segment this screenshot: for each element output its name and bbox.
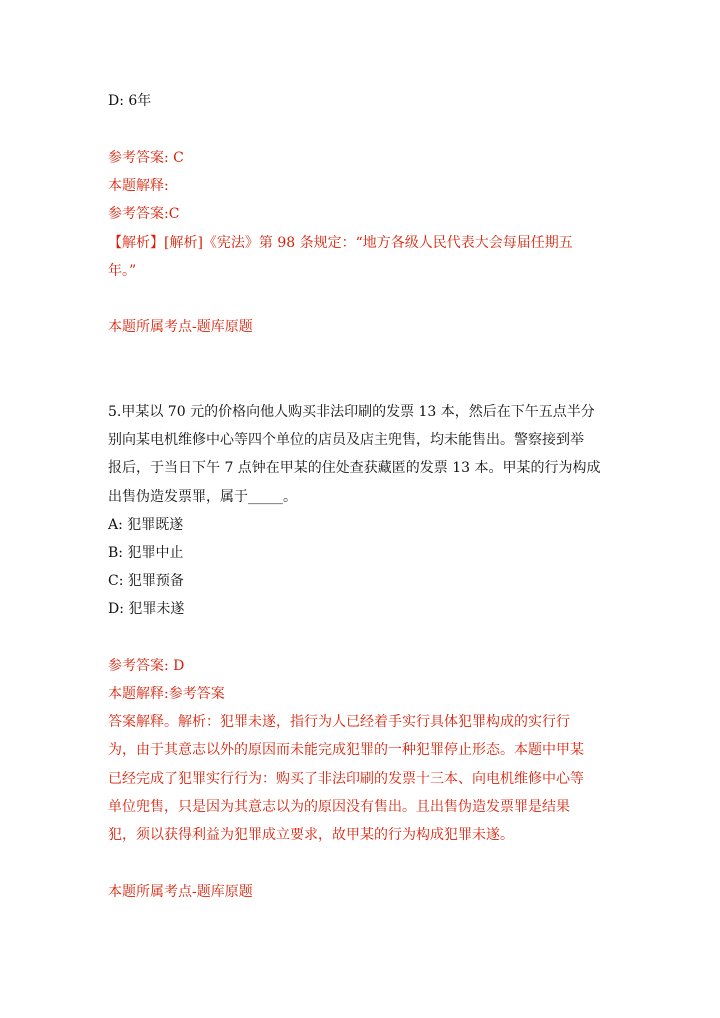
prev-explain-label: 本题解释:: [108, 178, 169, 194]
q5-explanation-line-2: 为，由于其意志以外的原因而未能完成犯罪的一种犯罪停止形态。本题中甲某: [108, 742, 584, 758]
q5-explanation-line-4: 单位兜售，只是因为其意志以为的原因没有售出。且出售伪造发票罪是结果: [108, 799, 570, 815]
q5-stem-line-1: 5.甲某以 70 元的价格向他人购买非法印刷的发票 13 本，然后在下午五点半分: [108, 404, 595, 420]
q5-explain-label: 本题解释:参考答案: [108, 686, 225, 702]
q5-option-d: D: 犯罪未遂: [108, 601, 185, 617]
q5-stem-line-2: 别向某电机维修中心等四个单位的店员及店主兜售，均未能售出。警察接到举: [108, 432, 584, 448]
q5-explanation-line-3: 已经完成了犯罪实行行为：购买了非法印刷的发票十三本、向电机维修中心等: [108, 771, 584, 787]
prev-answer: 参考答案: C: [108, 150, 184, 166]
prev-option-d: D: 6年: [108, 93, 152, 109]
q5-explanation-line-1: 答案解释。解析：犯罪未遂，指行为人已经着手实行具体犯罪构成的实行行: [108, 714, 570, 730]
prev-analysis-line-1: 【解析】[解析]《宪法》第 98 条规定：“地方各级人民代表大会每届任期五: [108, 235, 573, 251]
q5-option-c: C: 犯罪预备: [108, 573, 184, 589]
q5-source: 本题所属考点-题库原题: [108, 884, 253, 900]
q5-answer: 参考答案: D: [108, 658, 185, 674]
prev-analysis-line-2: 年。”: [108, 263, 137, 279]
q5-option-a: A: 犯罪既遂: [108, 517, 184, 533]
q5-stem-line-4: 出售伪造发票罪，属于_____。: [108, 489, 297, 505]
q5-explanation-line-5: 犯，须以获得利益为犯罪成立要求，故甲某的行为构成犯罪未遂。: [108, 827, 514, 843]
q5-stem-line-3: 报后，于当日下午 7 点钟在甲某的住处查获藏匿的发票 13 本。甲某的行为构成: [108, 460, 601, 476]
q5-option-b: B: 犯罪中止: [108, 545, 184, 561]
prev-source: 本题所属考点-题库原题: [108, 319, 253, 335]
prev-answer-repeat: 参考答案:C: [108, 206, 180, 222]
